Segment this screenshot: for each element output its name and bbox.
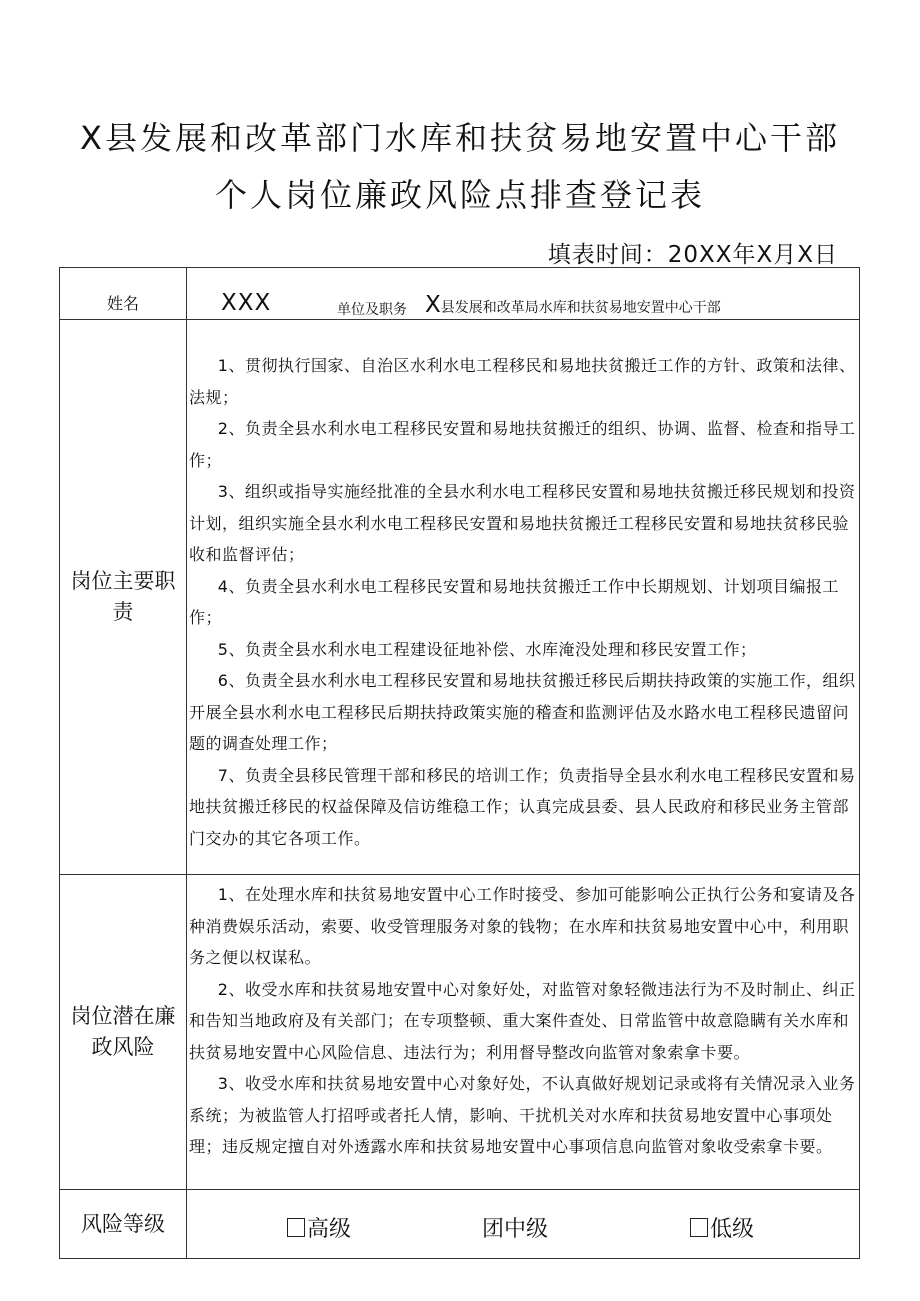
- duty-item: 7、负责全县移民管理干部和移民的培训工作；负责指导全县水利水电工程移民安置和易地扶贫搬迁移民的权益保障及信访维稳工作；认真完成县委、县人民政府和移民业务主管部门交办的其它各项工作。: [189, 765, 856, 848]
- duty-item: 3、组织或指导实施经批准的全县水利水电工程移民安置和易地扶贫搬迁移民规划和投资计划，组织实施全县水利水电工程移民安置和易地扶贫搬迁工程移民安置和易地扶贫移民验收和监督评估；: [189, 482, 856, 564]
- level-high-label: 高级: [307, 1217, 352, 1242]
- unit-label: 单位及职务: [337, 302, 407, 318]
- risk-item: 3、收受水库和扶贫易地安置中心对象好处，不认真做好规划记录或将有关情况录入业务系统；为被监管人打招呼或者托人情，影响、干扰机关对水库和扶贫易地安置中心事项处理；违反规定擅自对外透露水库和扶贫易地安置中心事项信息向监管对象收受索拿卡要。: [189, 1074, 856, 1156]
- risk-item: 2、收受水库和扶贫易地安置中心对象好处，对监管对象轻微违法行为不及时制止、纠正和告知当地政府及有关部门；在专项整顿、重大案件查处、日常监管中故意隐瞒有关水库和扶贫易地安置中心风险信息、违法行为；利用督导整改向监管对象索拿卡要。: [189, 979, 856, 1062]
- duty-item: 5、负责全县水利水电工程建设征地补偿、水库淹没处理和移民安置工作；: [217, 639, 757, 659]
- fill-date: 填表时间：20XX年X月X日: [547, 242, 838, 268]
- level-mid-mark[interactable]: 团: [482, 1217, 505, 1242]
- checkbox-icon[interactable]: [287, 1218, 305, 1237]
- duties-label: 岗位主要职责: [60, 320, 187, 875]
- risk-form-table: [59, 267, 860, 1259]
- name-label: 姓名: [60, 268, 187, 320]
- duties-cell: [187, 320, 860, 875]
- level-high[interactable]: [287, 1212, 351, 1243]
- unit-value-rest: 县发展和改革局水库和扶贫易地安置中心干部: [440, 300, 721, 316]
- unit-value-prefix: X: [425, 292, 441, 318]
- unit-value: [425, 292, 721, 318]
- title-line-2: 个人岗位廉政风险点排查登记表: [214, 176, 705, 214]
- duty-item: 1、贯彻执行国家、自治区水利水电工程移民和易地扶贫搬迁工作的方针、政策和法律、法规；: [189, 356, 856, 407]
- title-line-1: X县发展和改革部门水库和扶贫易地安置中心干部: [80, 119, 840, 157]
- level-low-label: 低级: [710, 1217, 755, 1242]
- duty-item: 2、负责全县水利水电工程移民安置和易地扶贫搬迁的组织、协调、监督、检查和指导工作；: [189, 419, 856, 470]
- duty-item: 4、负责全县水利水电工程移民安置和易地扶贫搬迁工作中长期规划、计划项目编报工作；: [189, 576, 839, 627]
- level-mid[interactable]: [482, 1212, 548, 1243]
- name-value: XXX: [221, 290, 272, 316]
- level-low[interactable]: [690, 1212, 754, 1243]
- checkbox-icon[interactable]: [690, 1218, 708, 1237]
- level-label: 风险等级: [60, 1190, 187, 1259]
- risk-item: 1、在处理水库和扶贫易地安置中心工作时接受、参加可能影响公正执行公务和宴请及各种消费娱乐活动，索要、收受管理服务对象的钱物；在水库和扶贫易地安置中心中，利用职务之便以权谋私。: [189, 885, 856, 967]
- risks-label: 岗位潜在廉政风险: [60, 875, 187, 1190]
- duty-item: 6、负责全县水利水电工程移民安置和易地扶贫搬迁移民后期扶持政策的实施工作，组织开展全县水利水电工程移民后期扶持政策实施的稽查和监测评估及水路水电工程移民遗留问题的调查处理工作；: [189, 671, 856, 753]
- risks-cell: [187, 875, 860, 1190]
- name-unit-cell: [187, 268, 860, 320]
- level-mid-label: 中级: [504, 1217, 549, 1242]
- levels-cell: [187, 1190, 860, 1259]
